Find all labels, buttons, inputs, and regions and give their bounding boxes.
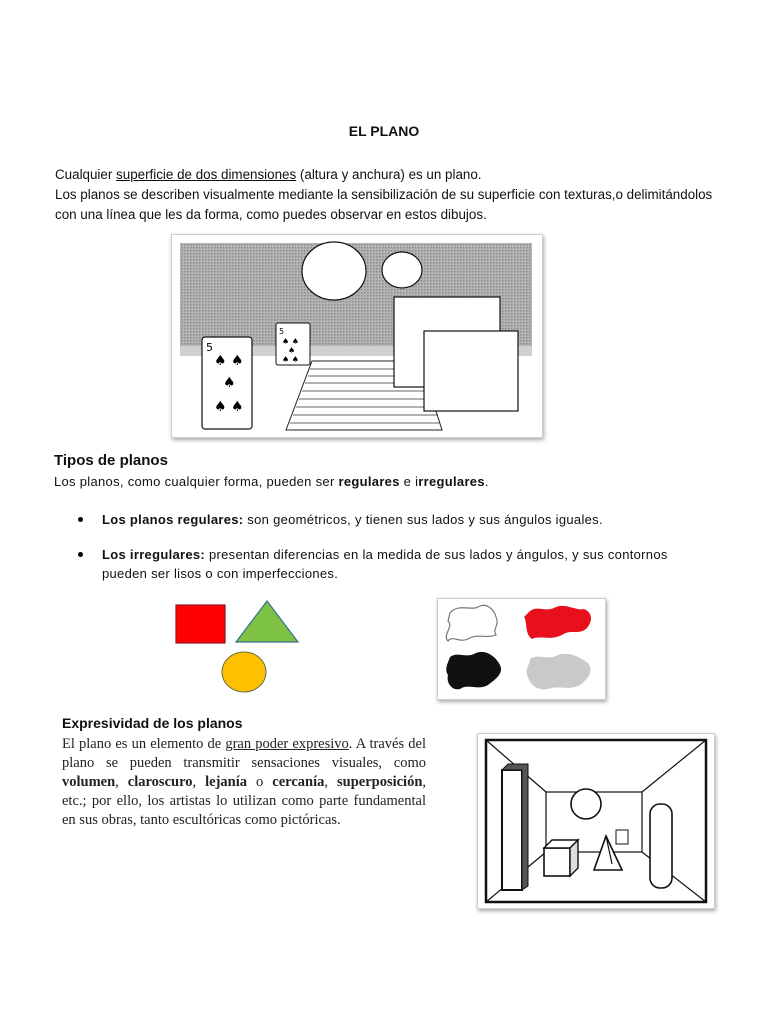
intro-underlined-term: superficie de dos dimensiones xyxy=(116,167,297,182)
bullet-dot-icon xyxy=(78,517,83,522)
list-item xyxy=(78,545,698,583)
expresividad-paragraph xyxy=(62,735,426,830)
tipos-paragraph xyxy=(54,474,489,489)
svg-text:5: 5 xyxy=(206,341,213,354)
intro-line1-prefix: Cualquier xyxy=(55,167,117,182)
svg-text:♠ ♠: ♠ ♠ xyxy=(214,399,244,415)
bullet-text: son geométricos, y tienen sus lados y sus ángulos iguales. xyxy=(243,512,603,527)
expr-bold-lejania: lejanía xyxy=(205,774,248,790)
intro-paragraph xyxy=(55,165,735,225)
tipos-text-mid: e i xyxy=(399,474,419,489)
perspective-solids-illustration xyxy=(477,733,715,909)
tipos-heading: Tipos de planos xyxy=(54,452,168,469)
tipos-regulares: regulares xyxy=(338,474,400,489)
irregular-shapes-illustration xyxy=(437,598,606,700)
tipos-text-prefix: Los planos, como cualquier forma, pueden ser xyxy=(54,474,339,489)
expr-bold-claroscuro: claroscuro xyxy=(127,774,193,790)
bullet-text: presentan diferencias en la medida de sus lados y ángulos, y sus contornos pueden ser lisos o con imperfecciones. xyxy=(102,547,668,581)
svg-text:♠ ♠: ♠ ♠ xyxy=(282,337,299,346)
expresividad-heading: Expresividad de los planos xyxy=(62,715,243,731)
expr-bold-cercania: cercanía xyxy=(272,774,325,790)
expr-bold-superposicion: superposición xyxy=(336,774,423,790)
expr-text: El plano es un elemento de xyxy=(62,736,226,752)
expr-text: , etc.; por ello, los artistas lo utilizan como parte fundamental en sus obras, tanto escultóricas como pictóricas. xyxy=(62,774,427,828)
plane-types-list xyxy=(78,510,698,599)
bullet-dot-icon xyxy=(78,552,83,557)
red-square xyxy=(176,605,225,643)
intro-line1-suffix: (altura y anchura) es un plano. xyxy=(296,167,482,182)
green-triangle xyxy=(236,601,298,642)
regular-shapes xyxy=(170,598,340,698)
page-title: EL PLANO xyxy=(348,123,420,139)
expr-text: o xyxy=(247,774,273,790)
svg-text:♠: ♠ xyxy=(223,375,236,391)
expr-text: , xyxy=(115,774,128,790)
svg-text:5: 5 xyxy=(279,327,285,336)
expr-text: , xyxy=(324,774,337,790)
expr-text: . A través del plano se pueden transmitir sensaciones visuales, como xyxy=(62,736,426,771)
bullet-term: Los planos regulares: xyxy=(102,512,244,527)
svg-text:♠ ♠: ♠ ♠ xyxy=(282,355,299,364)
bullet-term: Los irregulares: xyxy=(102,547,206,562)
planes-room-illustration xyxy=(171,234,543,438)
orange-circle xyxy=(222,652,266,692)
svg-text:♠ ♠: ♠ ♠ xyxy=(214,353,244,369)
tipos-irregulares: rregulares xyxy=(418,474,485,489)
svg-text:♠: ♠ xyxy=(288,346,296,355)
expr-text: , xyxy=(192,774,206,790)
intro-line2: Los planos se describen visualmente mediante la sensibilización de su superficie con texturas,o delimitándolos con una línea que les da forma, como puedes observar en estos dibujos. xyxy=(55,187,713,222)
tipos-text-end: . xyxy=(484,474,489,489)
expr-underlined: gran poder expresivo xyxy=(225,736,349,752)
list-item xyxy=(78,510,698,529)
expr-bold-volumen: volumen xyxy=(62,774,116,790)
